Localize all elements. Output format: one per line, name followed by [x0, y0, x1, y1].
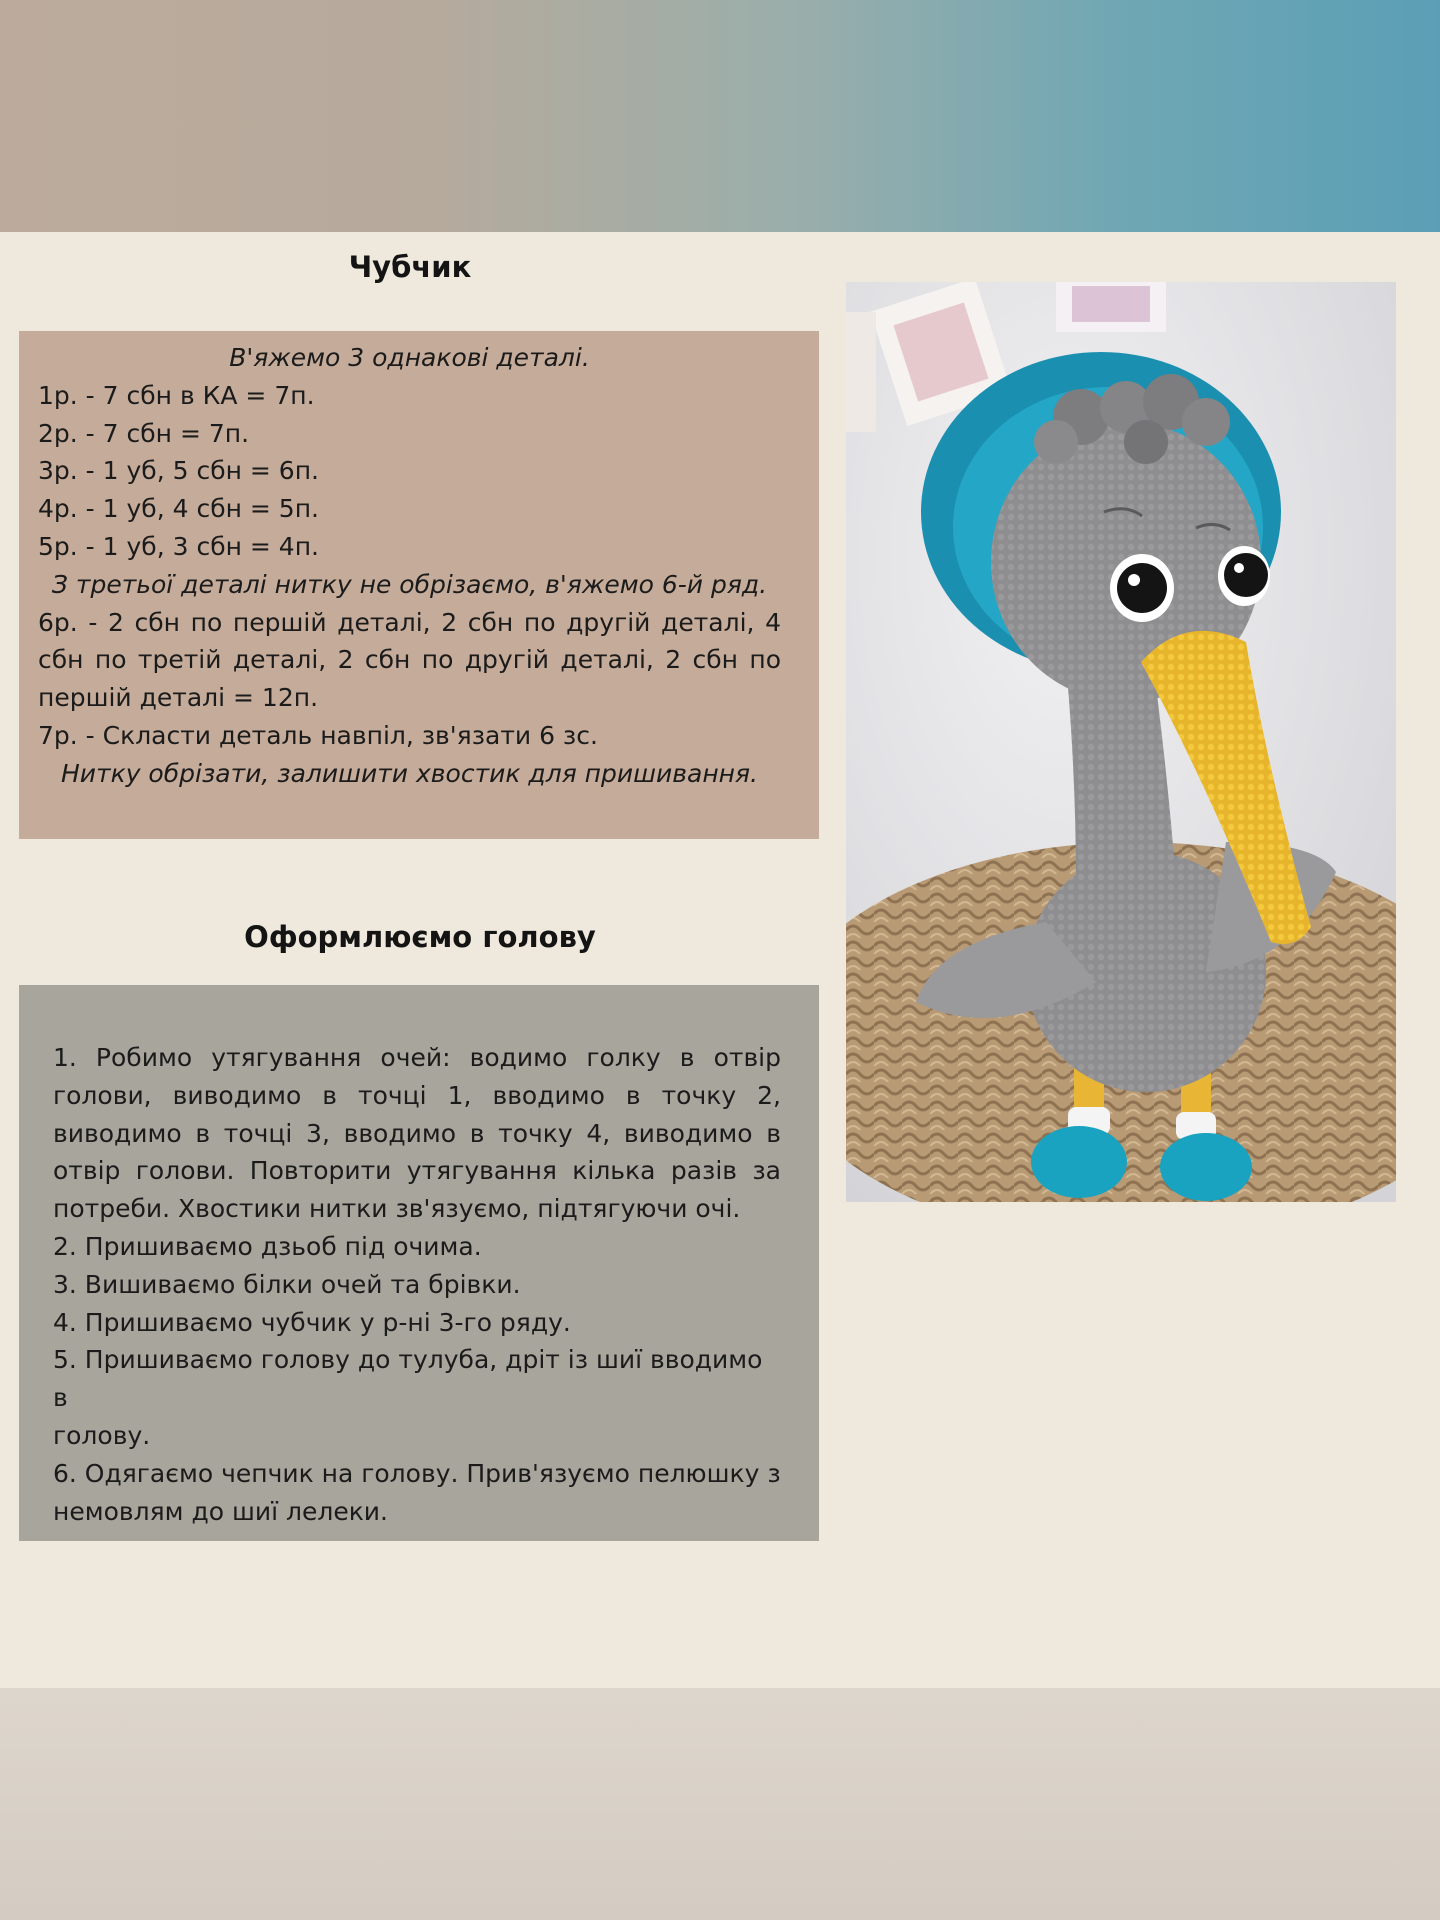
row-6-line: сбн по третій деталі, 2 сбн по другій деталі, 2 сбн по	[38, 645, 781, 675]
step-5-line: голову.	[53, 1420, 151, 1450]
row-2: 2р. - 7 сбн = 7п.	[38, 418, 250, 448]
row-1: 1р. - 7 сбн в КА = 7п.	[38, 380, 315, 410]
bottom-band	[0, 1688, 1440, 1920]
step-6-line: 6. Одягаємо чепчик на голову. Прив'язуємо пелюшку з	[53, 1458, 781, 1488]
step-6	[53, 1455, 781, 1531]
section-title-chubchyk: Чубчик	[348, 250, 472, 284]
row-6-line: першій деталі = 12п.	[38, 683, 319, 713]
step-1-line: 1. Робимо утягування очей: водимо голку в отвір	[53, 1043, 781, 1072]
third-piece-note: З третьої деталі нитку не обрізаємо, в'яжемо 6-й ряд.	[51, 569, 768, 599]
row-6	[38, 604, 781, 717]
row-4: 4р. - 1 уб, 4 сбн = 5п.	[38, 494, 319, 524]
stork-illustration	[846, 282, 1396, 1202]
step-1-line: виводимо в точці 3, вводимо в точку 4, виводимо в	[53, 1118, 781, 1148]
step-2: 2. Пришиваємо дзьоб під очима.	[53, 1231, 482, 1261]
row-5: 5р. - 1 уб, 3 сбн = 4п.	[38, 531, 319, 561]
head-assembly-instructions-box	[19, 985, 819, 1541]
step-1-line: голови, виводимо в точці 1, вводимо в точку 2,	[53, 1080, 781, 1110]
step-6-line: немовлям до шиї лелеки.	[53, 1496, 388, 1526]
stork-toy-photo	[846, 282, 1396, 1202]
step-4: 4. Пришиваємо чубчик у р-ні 3-го ряду.	[53, 1307, 571, 1337]
section-title-head: Оформлюємо голову	[244, 920, 596, 954]
intro-text: В'яжемо 3 однакові деталі.	[229, 343, 590, 372]
step-5-line: 5. Пришиваємо голову до тулуба, дріт із шиї вводимо в	[53, 1345, 763, 1413]
step-1-line: отвір голови. Повторити утягування кілька разів за	[53, 1156, 781, 1186]
top-gradient-band	[0, 0, 1440, 232]
closing-note: Нитку обрізати, залишити хвостик для пришивання.	[60, 758, 758, 788]
step-5	[53, 1341, 781, 1454]
step-3: 3. Вишиваємо білки очей та брівки.	[53, 1269, 521, 1299]
pattern-page	[0, 232, 1440, 1688]
step-1-line: потреби. Хвостики нитки зв'язуємо, підтягуючи очі.	[53, 1194, 741, 1224]
step-1	[53, 1039, 781, 1228]
row-6-line: 6р. - 2 сбн по першій деталі, 2 сбн по другій деталі, 4	[38, 607, 781, 637]
row-7: 7р. - Скласти деталь навпіл, зв'язати 6 зс.	[38, 720, 598, 750]
row-3: 3р. - 1 уб, 5 сбн = 6п.	[38, 456, 319, 486]
chubchyk-instructions-box	[19, 331, 819, 839]
